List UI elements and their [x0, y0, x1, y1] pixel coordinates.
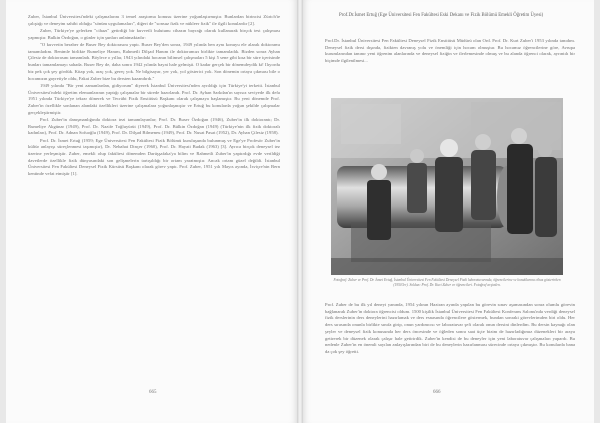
- paragraph: Prof.Dr. İstanbul Üniversitesi Fen Fakültesi Deneysel Fizik Enstitüsü Müdürü olan Ord. Prof. Dr. Kurt Zuber'i 1953 yılında tanıdım. Deneysel fizik dersi dışında, fizikten davranış yolu ve önemliği için hocam olmuştur. Bu hocamız öğrencilerine göre, Avrupa kurumlarından tanınır yeni öğrenim alanlarında ve deneysel fiziğin ve ilerlemesinde olmuş ve bu alanda öğrenci olarak, ayrıntılı bir biçimde ilgilenilmesi...: [325, 38, 575, 64]
- photo-illustration: [331, 98, 563, 275]
- page-number: 666: [433, 390, 441, 395]
- paragraph: Zuber, İstanbul Üniversitesi'ndeki çalışmalarını 3 temel araştırma konusu üzerine yoğunlaştırmıştır. Bunlardan birincisi Zürich'te çalıştığı ve deneyim sahibi olduğu "sönüm uygulamaları", diğeri de "sonsuz fizik ve nükleer fizik" ile ilgili konulardır [2].: [28, 14, 280, 26]
- right-page-intro: [325, 38, 575, 65]
- paragraph: 1949 yılında "Bir yeni zamanlardan, gidiyorum" diyerek İstanbul Üniversitesi'nden ayrıldığı için Türkiye'yi terketti. İstanbul Üniversitesi'ndeki öğretim elemanlarının yaptığı çalışmalar bir sürede hazırlandı. Prof. Dr. Ayhan Sarkdan'ın sayısız seviyede ilk defa 1951 yılında Türkiye'ye tekrar dönerek ve Tecrübi Fizik Enstitüsü Başkanı olarak çalışmaya başlamıştır. Bu yeni dönemde Prof. Zuber'in özellikle sonlanan alandaki özellikleri üzerine çalışmalara yoğunlaşmıştır ve Ertuğ bu konularda yoğun şekilde çalışmalar gerçekleştirmiştir.: [28, 82, 280, 115]
- right-page-body: [325, 302, 575, 356]
- paragraph: Prof. Dr. İsmet Ertuğ (1959; Ege Üniversitesi Fen Fakültesi Fizik Bölümü kuruluşunda bulunmuş ve Ege'ye Profesör Zuber'in kültür anlayışı süreçlenmesi taşımıştır), Dr. Nebahat Dinçer (1960), Prof. Dr. Hayati Budak (1963) [3]. Ayrıca birçok deneysel tez üzerine yerleşmiştir. Zuber, emekli olup fakültesi dönemden Darüşşafaka'ya bilim ve Rahmetli Zuber'in yaptırdığı evde verildiği davetlerde özellikle fizik dünyasındaki son gelişmelerin tartışıldığı bir ortam yaratmıştır. Ancak ortam güzel değildi. İstanbul Üniversitesi Fen Fakültesi Deneysel Fizik Kürsüsü Başkanı olarak görev yaptı. Prof. Zuber, 1951 yılı Mayıs ayında, İsviçre'nin Bern kentinde vefat etmiştir [1].: [28, 137, 280, 177]
- photo-caption: Fotoğraf: Zuber ve Prof. Dr. İsmet Ertuğ, İstanbul Üniversitesi Fen Fakültesi Deneysel Fizik laboratuvarında, öğrencilerine ve konuklarına cihaz gösterirken (1950'ler). Soldan: Prof. Dr. Kurt Zuber ve öğrencileri. Fotoğraf arşivden.: [333, 278, 561, 287]
- left-page: [6, 0, 297, 423]
- page-number: 665: [149, 390, 157, 395]
- paragraph: "O kuvvetin beraber de Buser Bey doktorasını yaptı. Buser Bey'den sonra, 1949 yılında ben aynı konuyu ele alarak doktoramı tamamladım. Benimle birlikte Rumeliye Hanım, Rahmetli Dilşad Hanım ile doktoramızı birlikte tamamladık. Bizden sonra Ayhan Çilesiz de doktorasını tamamladı. Böylece o yıllar, 1943 yılındaki hocanın bilimsel çalışmaları 5 kişi 5 sene gibi kısa bir süre içerisinde bunları tamamlamayı sahada. Buser Bey de, daha sonra 1942 yılında bayat hale gelmişti. O kadar gerçek bir dönemdeydik ki! Ilıyordu biz pek çok şey gördük. Kitap yok, araç yok, gereç yok. Ne bilgisayar, yer yok, yol gösterici yok. Son dönemin ortaya çıkması bile o hocamızın gayretiyle oldu, Fakat Zuber bize bu dersten kazandırdı.": [28, 42, 280, 81]
- paragraph: Prof. Zuber'in danışmanlığında doktora tezi tamamlayanlar; Prof. Dr. Buser Özdoğan (1946), Zuber'in ilk doktorantı; Dr. Rumeliye Akgünar (1949), Prof. Dr. Nazife Toğluyürüt (1949), Prof. Dr. Bülkin Özdoğan (1949) (Türkiye'nin ilk fizik doktoralı kadınları), Prof. Dr. Adnan Sofuoğlu (1949), Prof. Dr. Dilşad Bilmeneu (1949), Prof. Dr. Nusat Pasat (1952), Dr. Ayhan Çilesiz (1958).: [28, 116, 280, 136]
- left-page-body: [28, 14, 280, 178]
- section-title: Prof.Dr.İsmet Ertuğ (Ege Üniversitesi Fen Fakültesi Eski Dekanı ve Fizik Bölümü Emekli Öğretim Üyesi): [339, 13, 544, 18]
- paragraph: Zuber, Türkiye'ye gelerken "cihazı" getirdiği bir kuvvetli bulutunu cihazın bayrağı olarak kullanarak birçok test çalışması yapmıştır. Bulkin Özdoğan, o günler için şunları anlatmaktadır:: [28, 28, 280, 40]
- right-page: [303, 0, 594, 423]
- historical-photo: [331, 98, 563, 275]
- paragraph: Prof. Zuber de bu ilk yıl deneyi yanında, 1954 yılının Haziran ayında yapılan bu görevin sınav aşamasından sonra olumlu görevin bağlanarak Zuber'in doktora öğrencisi oldum. 1500 kişilik İstanbul Üniversitesi Fen Fakültesi Konferans Salonu'nda verdiği deneysel fizik derslerinin ders deneylerini hazırlamak ve ders esnasında öğrencilere göstermek, bundan sonraki görevlerimden biri oldu. Her ders sırasında onunla birlikte sınıfa girip, onun yardımcısı ve laboratuvar şefi olarak onun dersini dinlerdim. Bu dersin kaynağı olan şeyler ve deneysel fizik konusunda her ders öncesinde ve öğleden sonra saat üçte bizim de hazırladığımız düzenekleri bir araya getirerek bir düzenek olarak çalışır hale getirirdik. Zuber'in kendisi de bu deneyler için yeni laboratuvar çalışmaları yapardı. Bu nedenle Zuber'in en önemli sayılan anlayışlarından biri de bu deneylerin hazırlanması sürecinde ortaya çıkmıştır. Bu konularda bana da çok şey öğretti.: [325, 302, 575, 354]
